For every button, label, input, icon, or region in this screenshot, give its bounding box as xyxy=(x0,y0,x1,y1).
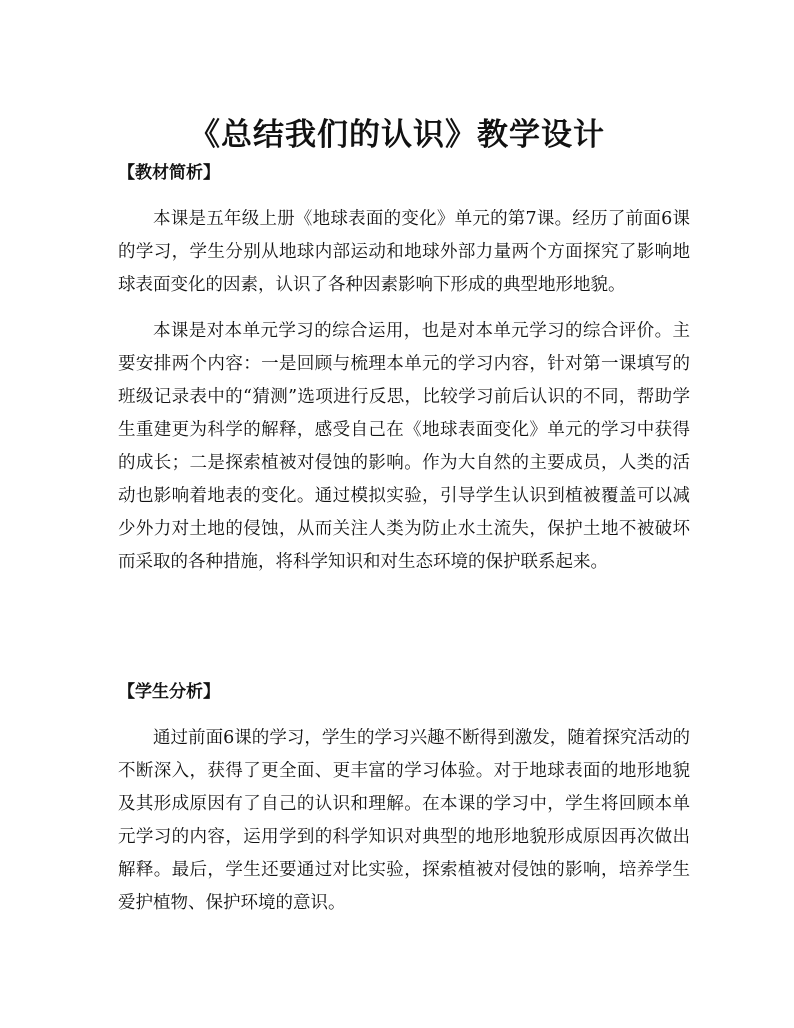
paragraph: 通过前面6课的学习，学生的学习兴趣不断得到激发，随着探究活动的不断深入，获得了更全面、更丰富的学习体验。对于地球表面的地形地貌及其形成原因有了自己的认识和理解。在本课的学习中，学生将回顾本单元学习的内容，运用学到的科学知识对典型的地形地貌形成原因再次做出解释。最后，学生还要通过对比实验，探索植被对侵蚀的影响，培养学生爱护植物、保护环境的意识。 xyxy=(118,728,690,913)
section-heading: 【教材简析】 xyxy=(118,163,220,183)
paragraph: 本课是对本单元学习的综合运用，也是对本单元学习的综合评价。主要安排两个内容：一是回顾与梳理本单元的学习内容，针对第一课填写的班级记录表中的“猜测”选项进行反思，比较学习前后认识的不同，帮助学生重建更为科学的解释，感受自己在《地球表面变化》单元的学习中获得的成长；二是探索植被对侵蚀的影响。作为大自然的主要成员，人类的活动也影响着地表的变化。通过模拟实验，引导学生认识到植被覆盖可以减少外力对土地的侵蚀，从而关注人类为防止水土流失，保护土地不被破坏而采取的各种措施，将科学知识和对生态环境的保护联系起来。 xyxy=(118,321,690,572)
section-heading: 【学生分析】 xyxy=(118,682,220,702)
paragraph: 本课是五年级上册《地球表面的变化》单元的第7课。经历了前面6课的学习，学生分别从地球内部运动和地球外部力量两个方面探究了影响地球表面变化的因素，认识了各种因素影响下形成的典型地形地貌。 xyxy=(118,209,690,295)
section-material-analysis xyxy=(118,160,690,579)
section-student-analysis xyxy=(118,679,690,920)
document-title: 《总结我们的认识》教学设计 xyxy=(189,116,605,153)
